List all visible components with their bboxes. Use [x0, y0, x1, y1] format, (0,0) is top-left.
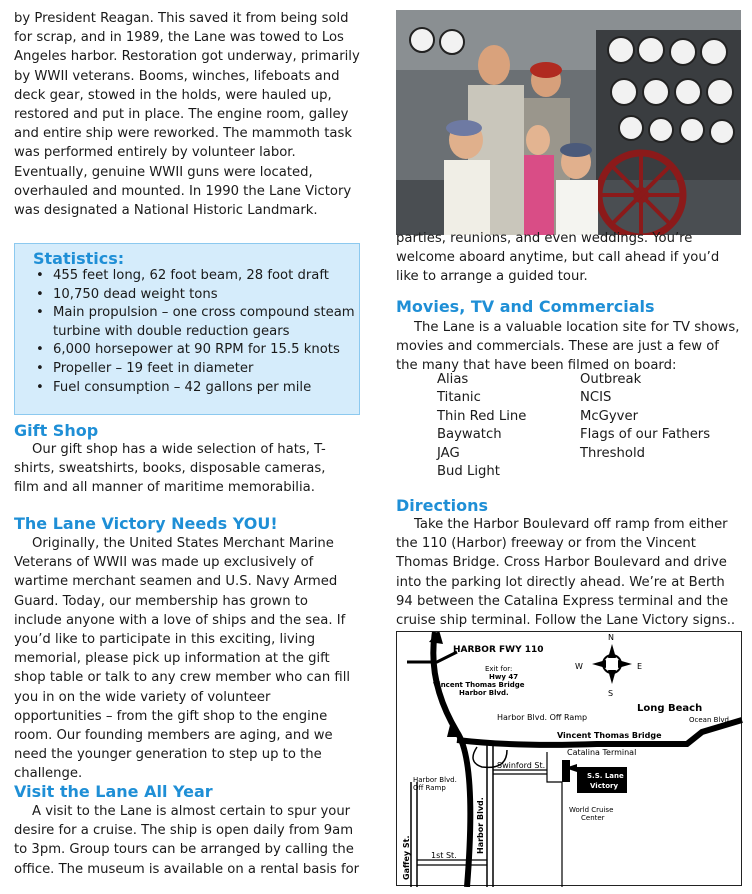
film-title: McGyver [580, 408, 638, 424]
gift-shop-paragraph: Our gift shop has a wide selection of hats, T-shirts, sweatshirts, books, disposable cameras, film and all manner of maritime memorabilia. [14, 442, 326, 496]
label-1st-st: 1st St. [431, 851, 457, 860]
stat-item: • Propeller – 19 feet in diameter [53, 360, 363, 379]
stat-item: • 6,000 horsepower at 90 RPM for 15.5 knots [53, 341, 363, 360]
statistics-box [14, 243, 360, 415]
film-title: Titanic [437, 390, 481, 406]
compass-e: E [637, 662, 643, 671]
directions-map [396, 631, 742, 886]
label-harbor-offramp-2: Off Ramp [413, 784, 446, 792]
film-title: Baywatch [437, 427, 502, 443]
label-harbor-blvd: Harbor Blvd. [476, 797, 485, 854]
compass-s: S [608, 689, 614, 698]
label-world-cruise: Center [581, 814, 605, 822]
stat-item: • 10,750 dead weight tons [53, 286, 363, 305]
stat-item: • Fuel consumption – 42 gallons per mile [53, 379, 363, 398]
history-paragraph: by President Reagan. This saved it from being sold for scrap, and in 1989, the Lane was towed to Los Angeles harbor. Restoration got underway, primarily by WWII veterans. Booms, winches, lifeboats and deck gear, stowed in the holds, were hauled up, restored and put in place. The engine room, galley and entire ship were reworked. The mammoth task was performed entirely by volunteer labor. Eventually, genuine WWII guns were located, overhauled and mounted. In 1990 the Lane Victory was designated a National Historic Landmark. [14, 11, 360, 219]
label-ss-lane: S.S. Lane [587, 772, 624, 780]
label-harbor-offramp: Harbor Blvd. Off Ramp [497, 713, 588, 722]
film-title: Alias [437, 372, 469, 387]
compass-w: W [575, 662, 583, 671]
label-ss-lane: Victory [590, 782, 619, 790]
continued-paragraph: parties, reunions, and even weddings. You’re welcome aboard anytime, but call ahead if you’d like to arrange a guided tour. [396, 231, 720, 285]
film-title: Bud Light [437, 464, 500, 480]
statistics-list [15, 267, 363, 397]
movies-heading: Movies, TV and Commercials [396, 297, 655, 316]
film-column-2 [580, 371, 710, 463]
film-title: Threshold [580, 445, 645, 461]
label-exit-for: Exit for: [485, 665, 513, 673]
engine-room-photo [396, 10, 741, 235]
gift-shop-heading: Gift Shop [14, 421, 99, 440]
directions-heading: Directions [396, 496, 489, 515]
needs-you-paragraph: Originally, the United States Merchant Marine Veterans of WWII was made up exclusively of wartime merchant seamen and U.S. Navy Armed Guard. Today, our membership has grown to include anyone with a love of ships and the sea. If you’d like to participate in this exciting, living memorial, please pick up information at the gift shop table or talk to any crew member who can fill you in on the wide variety of volunteer opportunities – from the gift shop to the engine room. Our founding members are aging, and we need the younger generation to step up to the challenge. [14, 536, 351, 782]
visit-paragraph: A visit to the Lane is almost certain to spur your desire for a cruise. The ship is open daily from 9am to 3pm. Group tours can be arranged by calling the office. The museum is available on a rental basis for [14, 804, 360, 877]
film-title: Flags of our Fathers [580, 427, 711, 443]
label-exit-line: Vincent Thomas Bridge [433, 681, 525, 689]
directions-paragraph: Take the Harbor Boulevard off ramp from either the 110 (Harbor) freeway or from the Vincent Thomas Bridge. Cross Harbor Boulevard and drive into the parking lot directly ahead. We’re at Berth 94 between the Catalina Express terminal and the cruise ship terminal. Follow the Lane Victory signs.. [396, 517, 736, 629]
label-ocean-blvd: Ocean Blvd [689, 716, 729, 724]
film-title: JAG [437, 445, 460, 461]
film-title: Outbreak [580, 372, 642, 387]
stat-item: • Main propulsion – one cross compound steam turbine with double reduction gears [53, 304, 363, 341]
label-vt-bridge: Vincent Thomas Bridge [557, 731, 662, 740]
stat-item: • 455 feet long, 62 foot beam, 28 foot draft [53, 267, 363, 286]
film-title: NCIS [580, 390, 612, 406]
label-exit-line: Hwy 47 [489, 673, 519, 681]
label-harbor-fwy: HARBOR FWY 110 [453, 645, 544, 655]
label-long-beach: Long Beach [637, 703, 703, 714]
film-title: Thin Red Line [437, 408, 527, 424]
visit-heading: Visit the Lane All Year [14, 782, 213, 801]
statistics-heading: Statistics: [33, 249, 125, 268]
compass-icon [592, 644, 632, 684]
label-gaffey: Gaffey St. [402, 835, 411, 880]
movies-paragraph: The Lane is a valuable location site for TV shows, movies and commercials. These are just a few of the many that have been filmed on board: [396, 320, 740, 374]
film-column-1 [437, 371, 526, 481]
harbor-freeway [433, 632, 470, 887]
label-catalina: Catalina Terminal [567, 748, 637, 757]
needs-you-heading: The Lane Victory Needs YOU! [14, 514, 278, 533]
compass-n: N [608, 633, 614, 642]
label-exit-line: Harbor Blvd. [459, 689, 509, 697]
label-world-cruise: World Cruise [569, 806, 614, 814]
label-swinford: Swinford St. [497, 761, 546, 770]
label-harbor-offramp-2: Harbor Blvd. [413, 776, 457, 784]
